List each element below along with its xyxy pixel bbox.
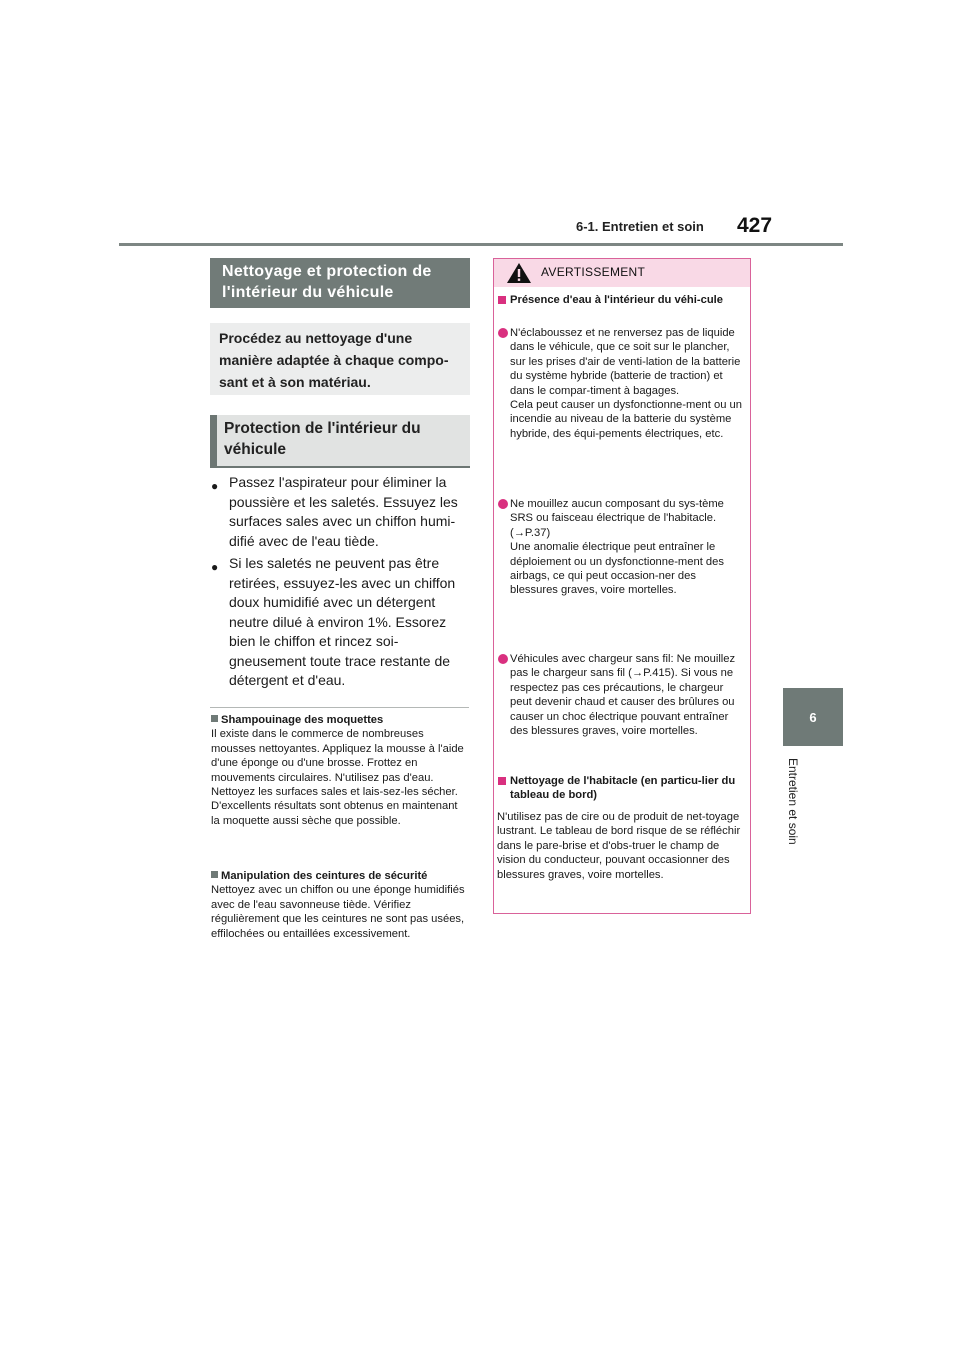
note-text: Nettoyez avec un chiffon ou une éponge humidifiés avec de l'eau savonneuse tiède. Vérifiez régulièrement que les ceintures ne sont pas usées, effilochées ou entaillées excessivement. xyxy=(211,884,465,940)
warning-item xyxy=(497,652,745,738)
divider xyxy=(210,707,469,708)
warning-paragraph: N'utilisez pas de cire ou de produit de net-toyage lustrant. Le tableau de bord risque de se réfléchir dans le pare-brise et d'obs-truer le champ de vision du conducteur, pouvant occasionner des blessures graves, voire mortelles. xyxy=(497,811,741,881)
warning-title: AVERTISSEMENT xyxy=(541,265,646,279)
bullet-text: Passez l'aspirateur pour éliminer la poussière et les saletés. Essuyez les surfaces sales avec un chiffon humi-difié avec de l'eau tiède. xyxy=(229,474,458,549)
subsection-accent-bar xyxy=(210,415,217,467)
warning-heading xyxy=(497,293,745,307)
warning-item xyxy=(497,326,745,441)
subsection-rule xyxy=(210,466,470,468)
warning-triangle-icon xyxy=(506,262,532,284)
warning-item-body xyxy=(510,497,745,598)
warning-heading-text: Présence d'eau à l'intérieur du véhi-cule xyxy=(510,294,723,306)
section-title: Nettoyage et protection de l'intérieur du véhicule xyxy=(210,258,470,308)
warning-heading xyxy=(497,774,745,803)
bullet-dot-icon: ● xyxy=(211,479,219,493)
bullet-dot-icon: ● xyxy=(211,560,219,574)
warning-item-text: Ne mouillez aucun composant du sys-tème SRS ou faisceau électrique de l'habitacle. xyxy=(510,498,724,525)
warning-item-body xyxy=(510,326,745,441)
warning-item-text: N'éclaboussez et ne renversez pas de liquide dans le véhicule, que ce soit sur le plancher, sur les prises d'air de venti-lation de la batterie du système hybride (batterie de traction) et dans le compar-timent à bagages. xyxy=(510,327,741,397)
bullet-item xyxy=(211,554,471,691)
note-title xyxy=(211,713,469,727)
warning-heading-text: Nettoyage de l'habitacle (en particu-lier du tableau de bord) xyxy=(510,775,736,802)
intro-box: Procédez au nettoyage d'une manière adaptée à chaque compo-sant et à son matériau. xyxy=(210,323,470,395)
circle-bullet-icon xyxy=(498,654,508,664)
note-seatbelt xyxy=(211,869,469,941)
chapter-tab[interactable]: 6 xyxy=(783,688,843,746)
chapter-label xyxy=(786,758,804,858)
note-title xyxy=(211,869,469,883)
square-bullet-icon xyxy=(211,715,218,722)
square-bullet-icon xyxy=(211,871,218,878)
bullet-text: Si les saletés ne peuvent pas être retirées, essuyez-les avec un chiffon doux humidifié avec un détergent neutre dilué à environ 1%. Essorez bien le chiffon et rincez soi-gneusement toute trace restante de détergent et d'eau. xyxy=(229,555,456,688)
warning-item-consequence: Cela peut causer un dysfonctionne-ment ou un incendie au niveau de la batterie du système hybride, des équi-pements électriques, etc. xyxy=(510,399,742,440)
warning-item-text: Véhicules avec chargeur sans fil: Ne mouillez pas le chargeur sans fil (→P.415). Si vous ne respectez pas ces précautions, le chargeur peut devenir chaud et causer des brûlures ou causer un choc électrique pouvant entraîner des blessures graves, voire mortelles. xyxy=(510,653,736,738)
note-carpet xyxy=(211,713,469,828)
subsection-title: Protection de l'intérieur du véhicule xyxy=(210,415,470,467)
note-title-text: Shampouinage des moquettes xyxy=(221,714,384,726)
header-rule xyxy=(119,243,843,246)
bullet-item xyxy=(211,473,471,551)
note-title-text: Manipulation des ceintures de sécurité xyxy=(221,870,428,882)
chapter-label-text: Entretien et soin xyxy=(786,758,800,845)
page-reference-link[interactable]: (→P.37) xyxy=(510,526,551,539)
square-bullet-icon xyxy=(498,296,506,304)
note-text: Il existe dans le commerce de nombreuses mousses nettoyantes. Appliquez la mousse à l'aide d'une éponge ou d'une brosse. Frottez en mouvements circulaires. N'utilisez pas d'eau. Nettoyez les surfaces sales et lais-sez-les sécher. D'excellents résultats sont obtenus en maintenant la moquette aussi sèche que possible. xyxy=(211,728,464,827)
circle-bullet-icon xyxy=(498,328,508,338)
circle-bullet-icon xyxy=(498,499,508,509)
square-bullet-icon xyxy=(498,777,506,785)
page-number: 427 xyxy=(737,214,773,237)
section-header: 6-1. Entretien et soin xyxy=(576,219,704,234)
warning-item-consequence: Une anomalie électrique peut entraîner le déploiement ou un dysfonctionne-ment des airbags, ce qui peut occasion-ner des blessures graves, voire mortelles. xyxy=(510,541,724,597)
warning-item xyxy=(497,497,745,598)
